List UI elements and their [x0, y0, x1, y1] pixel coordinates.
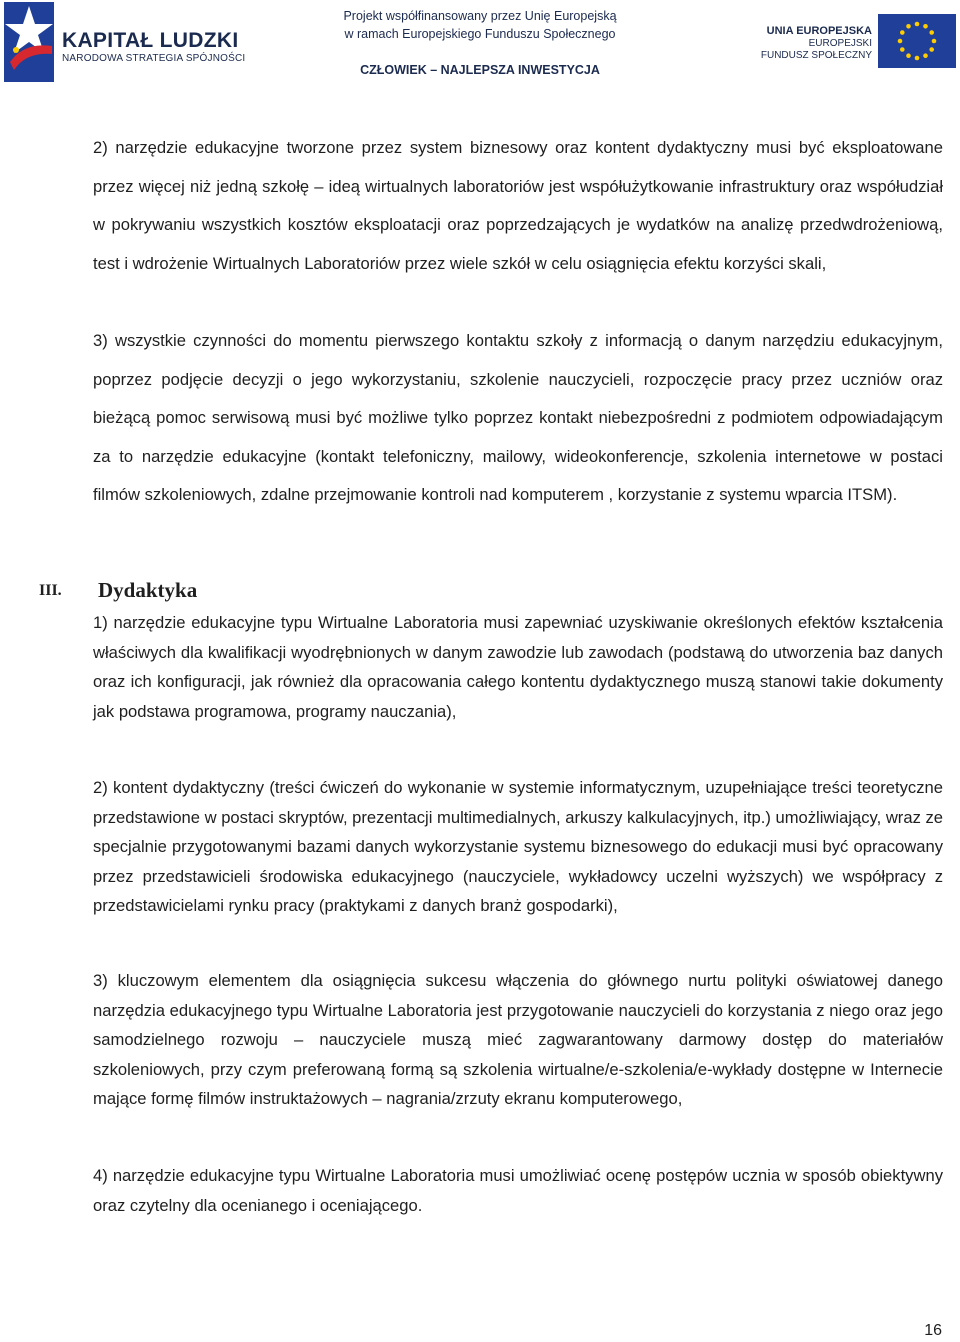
paragraph-didactics-3: 3) kluczowym elementem dla osiągnięcia sukcesu włączenia do głównego nurtu polityki oświatowej danego narzędzia edukacyjnego typu Wirtualne Laboratoria jest przygotowanie nauczycieli do korzystania z niego oraz jego samodzielnego rozwoju – nauczyciele muszą mieć zagwarantowany darmowy dostęp do materiałów szkoleniowych, przy czym preferowaną formą są szkolenia wirtualne/e-szkolenia/e-wykłady dostępne w Internecie mające formę filmów instruktażowych – nagrania/zrzuty ekranu komputerowego, — [93, 971, 943, 1109]
kapital-ludzki-logo-icon — [4, 2, 54, 82]
paragraph-didactics-2: 2) kontent dydaktyczny (treści ćwiczeń do wykonanie w systemie informatycznym, uzupełniające treści teoretyczne przedstawione w postaci skryptów, prezentacji multimedialnych, arkuszy kalkulacyjnych, itp.) umożliwiający, wraz ze specjalnie przygotowanymi bazami danych wykorzystanie systemu biznesowego do edukacji musi być opracowany przez przedstawicieli środowiska edukacyjnego (nauczyciele, wykładowcy uczelni wyższych) we współpracy z przedstawicielami rynku pracy (praktykami z danych branż gospodarki), — [93, 778, 943, 916]
page-header — [0, 0, 960, 90]
paragraph-item-3: 3) wszystkie czynności do momentu pierwszego kontaktu szkoły z informacją o danym narzędziu edukacyjnym, poprzez podjęcie decyzji o jego wykorzystaniu, szkolenie nauczycieli, rozpoczęcie pracy przez uczniów oraz bieżącą pomoc serwisową musi być możliwe tylko poprzez kontakt niebezpośredni z podmiotem odpowiadającym za to narzędzie edukacyjne (kontakt telefoniczny, mailowy, wideokonferencje, szkolenia internetowe w postaci filmów szkoleniowych, zdalne przejmowanie kontroli nad komputerem , korzystanie z systemu wparcia ITSM). — [93, 331, 943, 505]
ue-label-3: FUNDUSZ SPOŁECZNY — [760, 50, 872, 61]
ue-label-2: EUROPEJSKI — [808, 38, 872, 49]
ue-label-1: UNIA EUROPEJSKA — [766, 25, 872, 37]
kl-subtitle: NARODOWA STRATEGIA SPÓJNOŚCI — [62, 53, 246, 64]
paragraph-item-2: 2) narzędzie edukacyjne tworzone przez system biznesowy oraz kontent dydaktyczny musi być eksploatowane przez więcej niż jedną szkołę – ideą wirtualnych laboratoriów jest współużytkowanie infrastruktury oraz współudział w pokrywaniu wszystkich kosztów eksploatacji oraz poprzedzających je wydatków na analizę przedwdrożeniową, test i wdrożenie Wirtualnych Laboratoriów przez wiele szkół w celu osiągnięcia efektu korzyści skali, — [93, 138, 943, 273]
section-title: Dydaktyka — [98, 578, 198, 602]
header-fund-line: w ramach Europejskiego Funduszu Społecznego — [344, 27, 616, 41]
kl-title: KAPITAŁ LUDZKI — [62, 29, 239, 52]
paragraph-didactics-4: 4) narzędzie edukacyjne typu Wirtualne Laboratoria musi umożliwiać ocenę postępów ucznia w sposób obiektywny oraz czytelny dla ocenianego i oceniającego. — [93, 1166, 943, 1215]
section-number: III. — [39, 582, 62, 599]
paragraph-didactics-1: 1) narzędzie edukacyjne typu Wirtualne Laboratoria musi zapewniać uzyskiwanie określonych efektów kształcenia właściwych dla kwalifikacji wyodrębnionych w danym zawodzie lub zawodach (podstawą do utworzenia baz danych oraz ich konfiguracji, jak również dla opracowania całego kontentu dydaktycznego muszą stanowi takie dokumenty jak podstawa programowa, programy nauczania), — [93, 613, 943, 721]
header-slogan: CZŁOWIEK – NAJLEPSZA INWESTYCJA — [360, 63, 600, 77]
eu-flag-icon — [878, 14, 956, 68]
header-cofinance-line: Projekt współfinansowany przez Unię Europejską — [343, 9, 617, 23]
page-number: 16 — [924, 1322, 942, 1339]
